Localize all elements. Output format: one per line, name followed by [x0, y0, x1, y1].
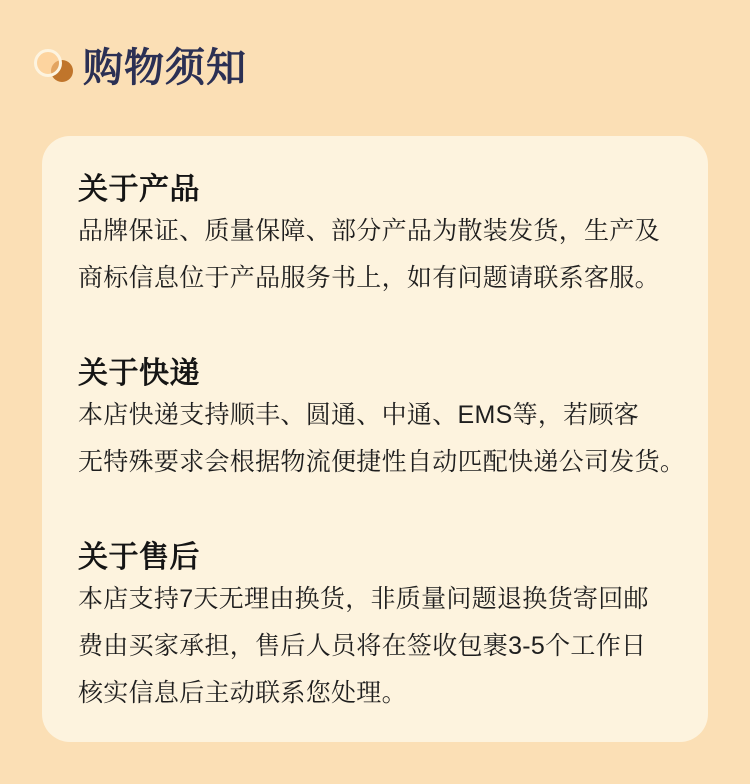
section-heading: 关于快递 — [78, 357, 200, 390]
notice-card — [42, 136, 708, 742]
section-about-product — [78, 172, 672, 302]
section-body — [78, 392, 686, 486]
body-line: 本店支持7天无理由换货，非质量问题退换货寄回邮 — [78, 585, 649, 613]
section-body — [78, 208, 672, 302]
body-line: 品牌保证、质量保障、部分产品为散装发货，生产及 — [78, 217, 660, 245]
section-body — [78, 576, 672, 717]
overlapping-circles-icon — [34, 49, 76, 89]
body-line: 本店快递支持顺丰、圆通、中通、EMS等，若顾客 — [78, 401, 640, 429]
body-line: 商标信息位于产品服务书上，如有问题请联系客服。 — [78, 264, 660, 292]
section-about-aftersales — [78, 540, 672, 717]
body-line: 费由买家承担，售后人员将在签收包裹3-5个工作日 — [78, 632, 647, 660]
body-line: 核实信息后主动联系您处理。 — [78, 679, 407, 707]
body-line: 无特殊要求会根据物流便捷性自动匹配快递公司发货。 — [78, 448, 686, 476]
light-circle-icon — [34, 49, 62, 77]
page-title: 购物须知 — [83, 46, 247, 90]
section-heading: 关于售后 — [78, 541, 200, 574]
section-heading: 关于产品 — [78, 173, 200, 206]
page-header — [0, 0, 750, 90]
section-about-delivery — [78, 356, 686, 486]
